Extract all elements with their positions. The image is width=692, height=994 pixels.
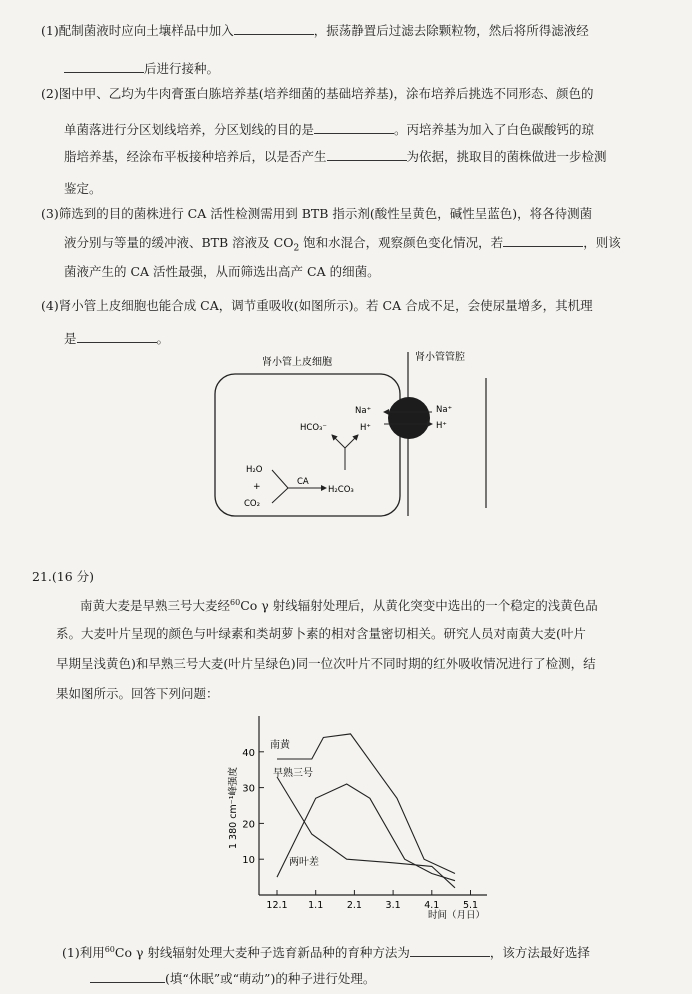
q1-text-b: ，振荡静置后过滤去除颗粒物，然后将所得滤液经: [313, 23, 589, 38]
h2o-label: H₂O: [246, 465, 263, 475]
q21-p3: 早期呈浅黄色)和早熟三号大麦(叶片呈绿色)同一位次叶片不同时期的红外吸收情况进行了检测，结: [56, 656, 596, 671]
q3-text-2b: 饱和水混合，观察颜色变化情况，若: [299, 235, 504, 250]
q4-text-2b: 。: [156, 331, 170, 346]
chart-ytick-label: 10: [242, 855, 255, 867]
cell-label: 肾小管上皮细胞: [262, 357, 332, 368]
chart-ytick-label: 20: [242, 819, 255, 831]
chart-xtick-label: 5.1: [462, 900, 479, 911]
plus-label: +: [253, 482, 261, 492]
q21-s1-sup: 60: [104, 945, 115, 954]
lumen-label: 肾小管管腔: [415, 352, 465, 363]
q21-p1b: Co γ 射线辐射处理后，从黄化突变中选出的一个稳定的浅黄色品: [240, 598, 598, 614]
chart-xtick-label: 1.1: [308, 900, 324, 911]
q21-s1c: ，该方法最好选择: [489, 945, 590, 961]
q21-p1a: 南黄大麦是早熟三号大麦经: [80, 598, 231, 614]
q3-text-2a: 液分别与等量的缓冲液、BTB 溶液及 CO: [64, 235, 294, 250]
chart-ylabel: 1 380 cm⁻¹峰强度: [228, 766, 239, 850]
chart-series-label: 两叶差: [289, 857, 319, 868]
q21-sub1-line2: [90, 970, 375, 988]
chart-xlabel: 时间（月日）: [428, 910, 486, 921]
q3-text-1: (3)筛选到的目的菌株进行 CA 活性检测需用到 BTB 指示剂(酸性呈黄色，碱性呈蓝色)，将各待测菌: [41, 206, 593, 221]
ca-label: CA: [297, 477, 309, 487]
q2-text-2b: 。丙培养基为加入了白色碳酸钙的琼: [394, 122, 595, 137]
chart-xtick-label: 4.1: [424, 900, 440, 911]
chart-series-label: 早熟三号: [273, 768, 313, 779]
q2-text-4: 鉴定。: [64, 181, 102, 196]
chart-series-line: [277, 734, 455, 874]
chart-xtick-label: 2.1: [346, 900, 362, 911]
chart-ytick-label: 40: [242, 747, 255, 759]
q1-text-c: 后进行接种。: [144, 61, 220, 76]
q21-number: 21.(16 分): [32, 569, 95, 584]
chart-xtick-label: 12.1: [266, 900, 288, 911]
q2-text-3b: 为依据，挑取目的菌株做进一步检测: [406, 149, 607, 164]
q21-sub1-line1: [62, 941, 590, 962]
q21-p1-sup: 60: [230, 598, 241, 607]
q21-p4: 果如图所示。回答下列问题：: [56, 686, 219, 701]
q1-text-a: (1)配制菌液时应向土壤样品中加入: [41, 23, 234, 38]
hco3-label: HCO₃⁻: [300, 423, 327, 433]
q2-text-2a: 单菌落进行分区划线培养，分区划线的目的是: [64, 122, 315, 137]
q3-text-2c: ，则该: [583, 235, 621, 250]
q21-blank-1[interactable]: [410, 944, 490, 957]
na-in-label: Na⁺: [355, 406, 372, 416]
chart-xtick-label: 3.1: [385, 900, 401, 911]
q21-p2: 系。大麦叶片呈现的颜色与叶绿素和类胡萝卜素的相对含量密切相关。研究人员对南黄大麦(叶片: [56, 626, 586, 641]
h2co3-label: H₂CO₃: [328, 485, 354, 495]
q4-text-1: (4)肾小管上皮细胞也能合成 CA，调节重吸收(如图所示)。若 CA 合成不足，会使尿量增多，其机理: [41, 298, 593, 313]
h-out-label: H⁺: [436, 421, 447, 431]
chart-ytick-label: 30: [242, 783, 255, 795]
na-out-label: Na⁺: [436, 405, 453, 415]
q4-text-2a: 是: [64, 331, 77, 346]
q21-blank-2[interactable]: [90, 970, 165, 983]
h-in-label: H⁺: [360, 423, 371, 433]
q3-sub-2: 2: [293, 243, 300, 254]
q21-s2: (填“休眠”或“萌动”)的种子进行处理。: [165, 971, 376, 986]
q21-s1a: (1)利用: [62, 945, 105, 961]
q2-text-1: (2)图中甲、乙均为牛肉膏蛋白胨培养基(培养细菌的基础培养基)，涂布培养后挑选不同形态、颜色的: [41, 86, 594, 101]
co2-label: CO₂: [244, 499, 261, 509]
chart-series-label: 南黄: [270, 740, 290, 751]
q3-text-3: 菌液产生的 CA 活性最强，从而筛选出高产 CA 的细菌。: [64, 264, 380, 279]
q2-text-3a: 脂培养基，经涂布平板接种培养后，以是否产生: [64, 149, 327, 164]
q21-s1b: Co γ 射线辐射处理大麦种子选育新品种的育种方法为: [114, 945, 410, 961]
